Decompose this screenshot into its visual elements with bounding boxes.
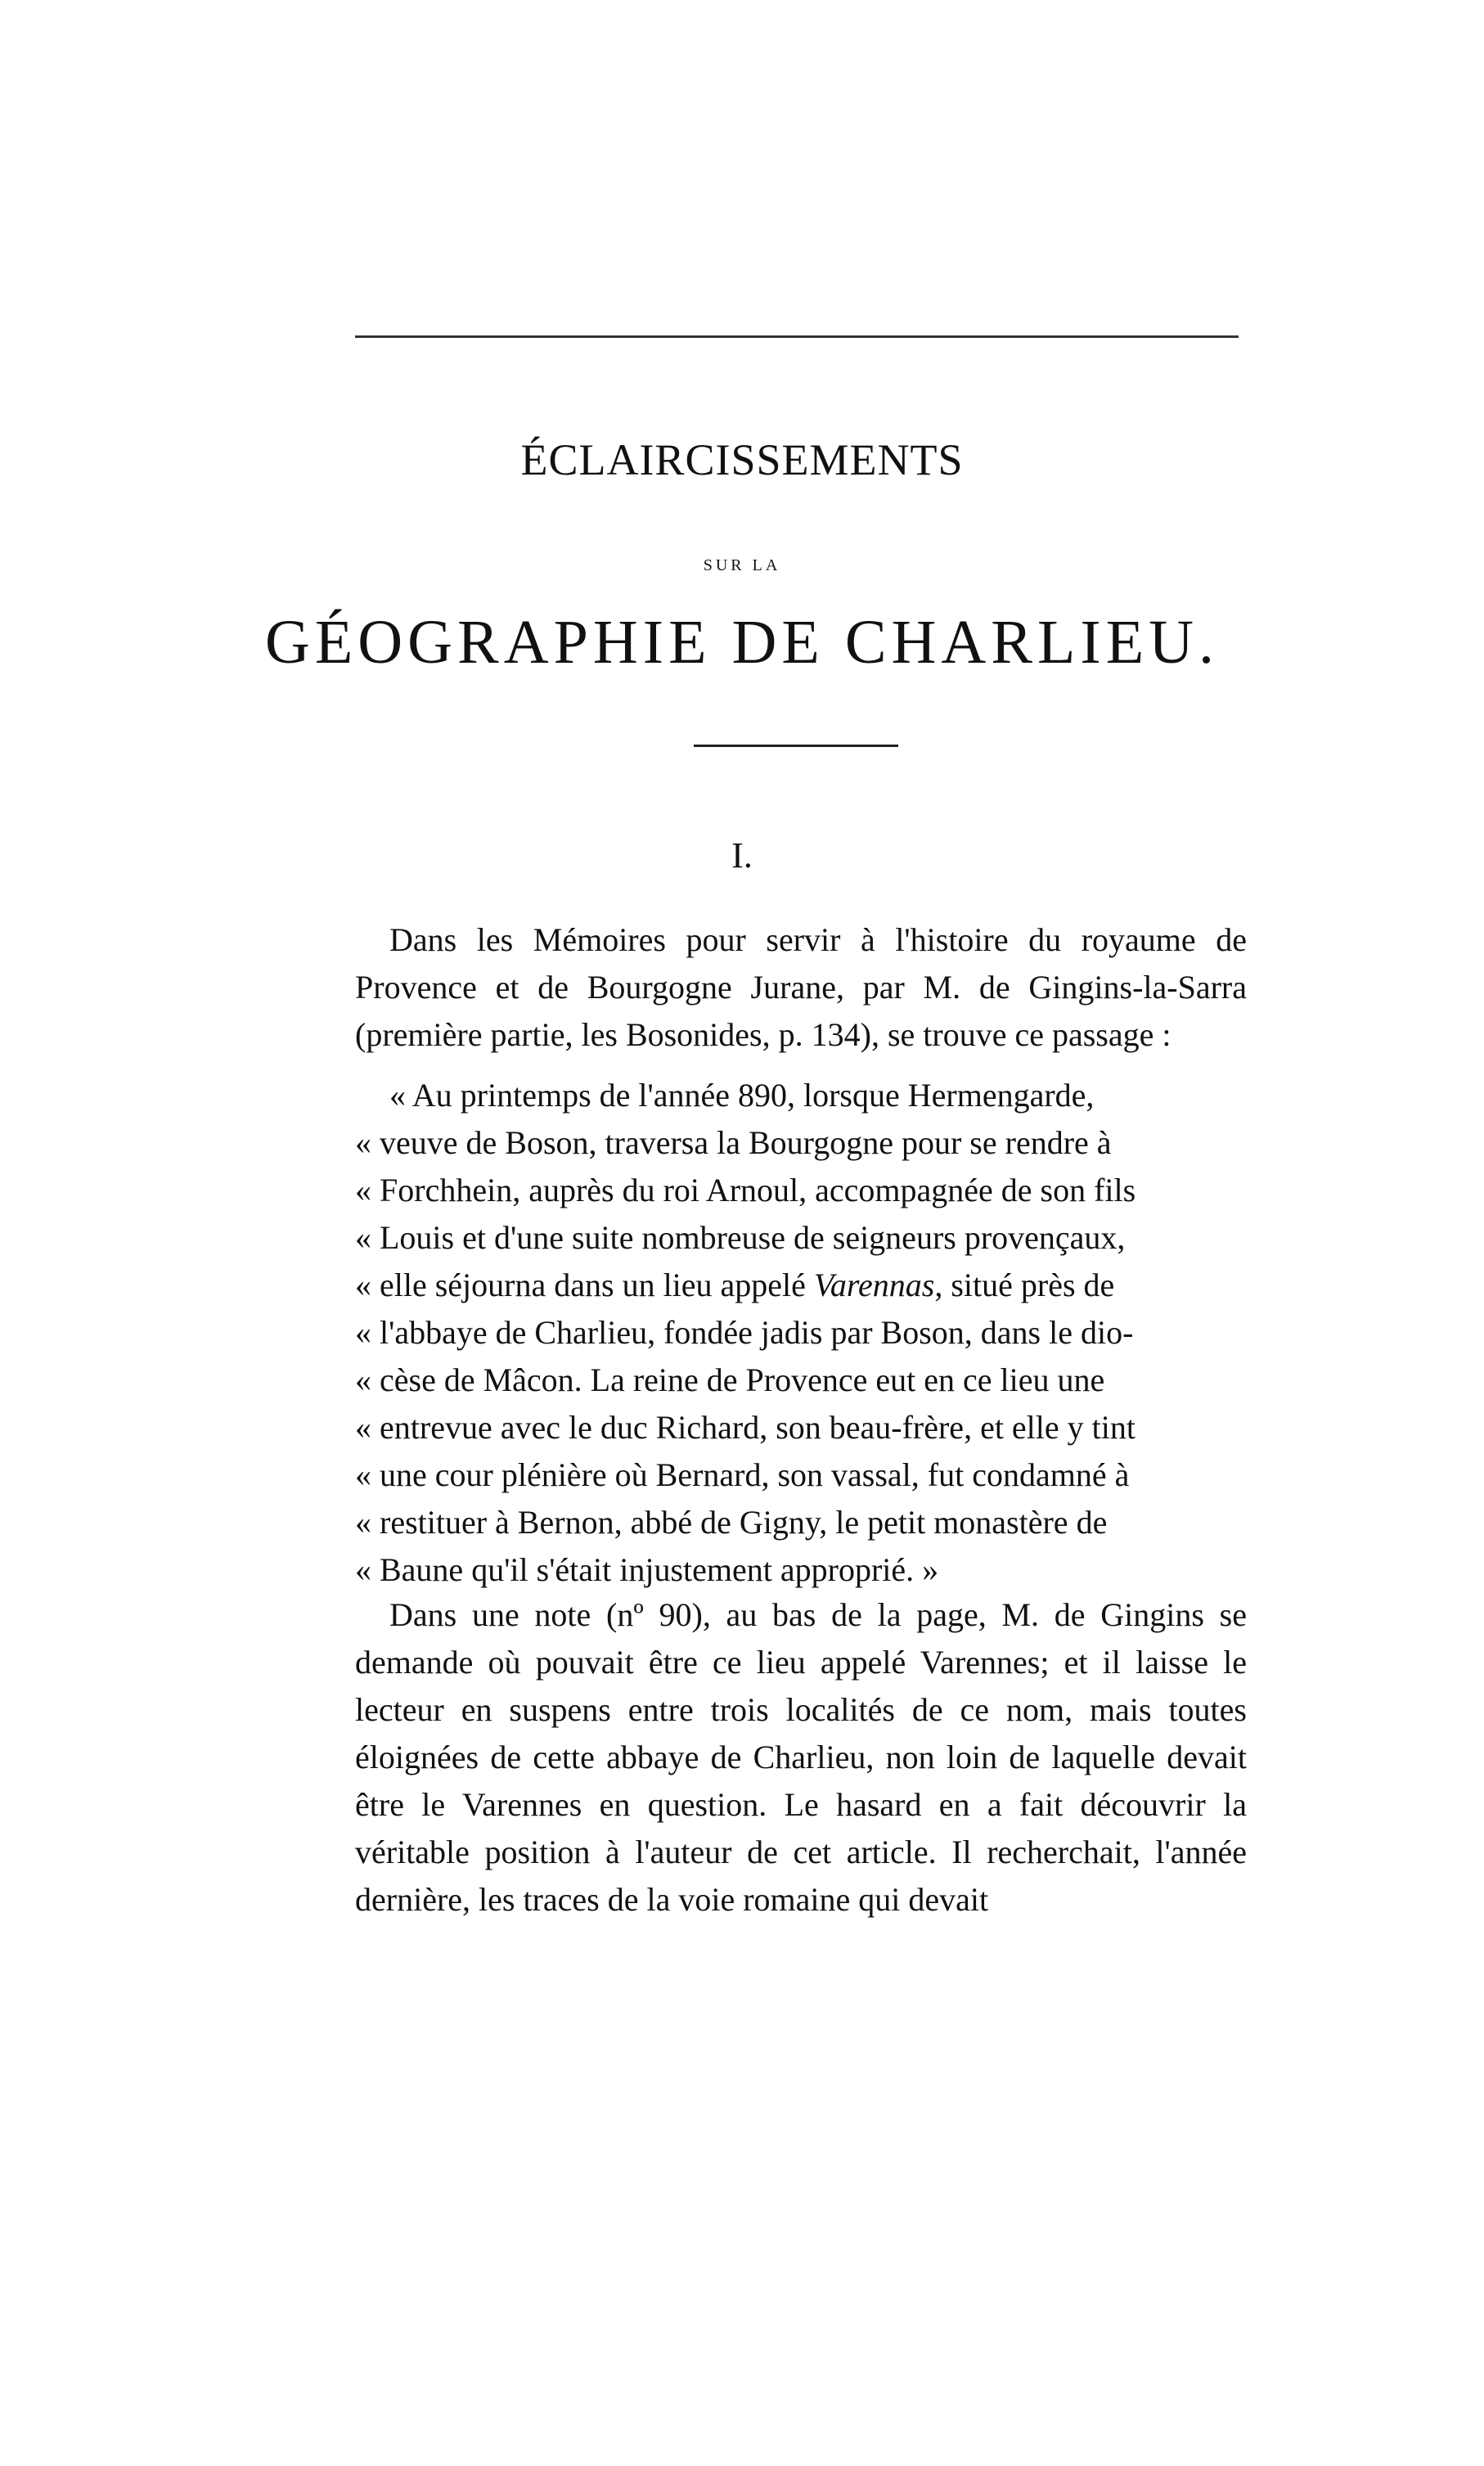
note-paragraph: Dans une note (nº 90), au bas de la page, M. de Gingins se demande où pouvait être ce lieu appelé Varennes; et il laisse le lecteur en suspens entre trois localités de ce nom, mais toutes éloignées de cette abbaye de Charlieu, non loin de laquelle devait être le Varennes en question. Le hasard en a fait découvrir la véritable position à l'auteur de cet article. Il recherchait, l'année dernière, les traces de la voie romaine qui devait <box>355 1596 1247 1918</box>
quote-line: « veuve de Boson, traversa la Bourgogne pour se rendre à <box>355 1124 1112 1161</box>
title-divider <box>694 745 898 747</box>
quote-line: « Au printemps de l'année 890, lorsque Hermengarde, <box>389 1077 1095 1114</box>
page-subject-title: GÉOGRAPHIE DE CHARLIEU. <box>264 608 1220 677</box>
title-connector: SUR LA <box>703 556 781 574</box>
quote-line: « Baune qu'il s'était injustement approprié. » <box>355 1551 939 1588</box>
page-title: ÉCLAIRCISSEMENTS <box>520 435 964 484</box>
quote-line: « cèse de Mâcon. La reine de Provence eut en ce lieu une <box>355 1361 1105 1398</box>
quote-line: « Forchhein, auprès du roi Arnoul, accompagnée de son fils <box>355 1172 1136 1208</box>
section-number: I. <box>731 835 753 875</box>
quotation-block <box>355 1072 1247 1594</box>
intro-paragraph: Dans les Mémoires pour servir à l'histoire du royaume de Provence et de Bourgogne Jurane, par M. de Gingins-la-Sarra (première partie, les Bosonides, p. 134), se trouve ce passage : <box>355 921 1247 1053</box>
top-rule <box>355 335 1239 338</box>
quote-text: « elle séjourna dans un lieu appelé <box>355 1267 814 1303</box>
quote-line: « restituer à Bernon, abbé de Gigny, le petit monastère de <box>355 1504 1108 1541</box>
place-name-italic: Varennas <box>813 1267 935 1303</box>
quote-line: « Louis et d'une suite nombreuse de seigneurs provençaux, <box>355 1219 1126 1256</box>
quote-line <box>355 1262 1247 1309</box>
quote-line: « une cour plénière où Bernard, son vassal, fut condamné à <box>355 1456 1130 1493</box>
quote-line: « l'abbaye de Charlieu, fondée jadis par Boson, dans le dio- <box>355 1314 1134 1351</box>
quote-text: , situé près de <box>934 1267 1115 1303</box>
quote-line: « entrevue avec le duc Richard, son beau-frère, et elle y tint <box>355 1409 1136 1446</box>
